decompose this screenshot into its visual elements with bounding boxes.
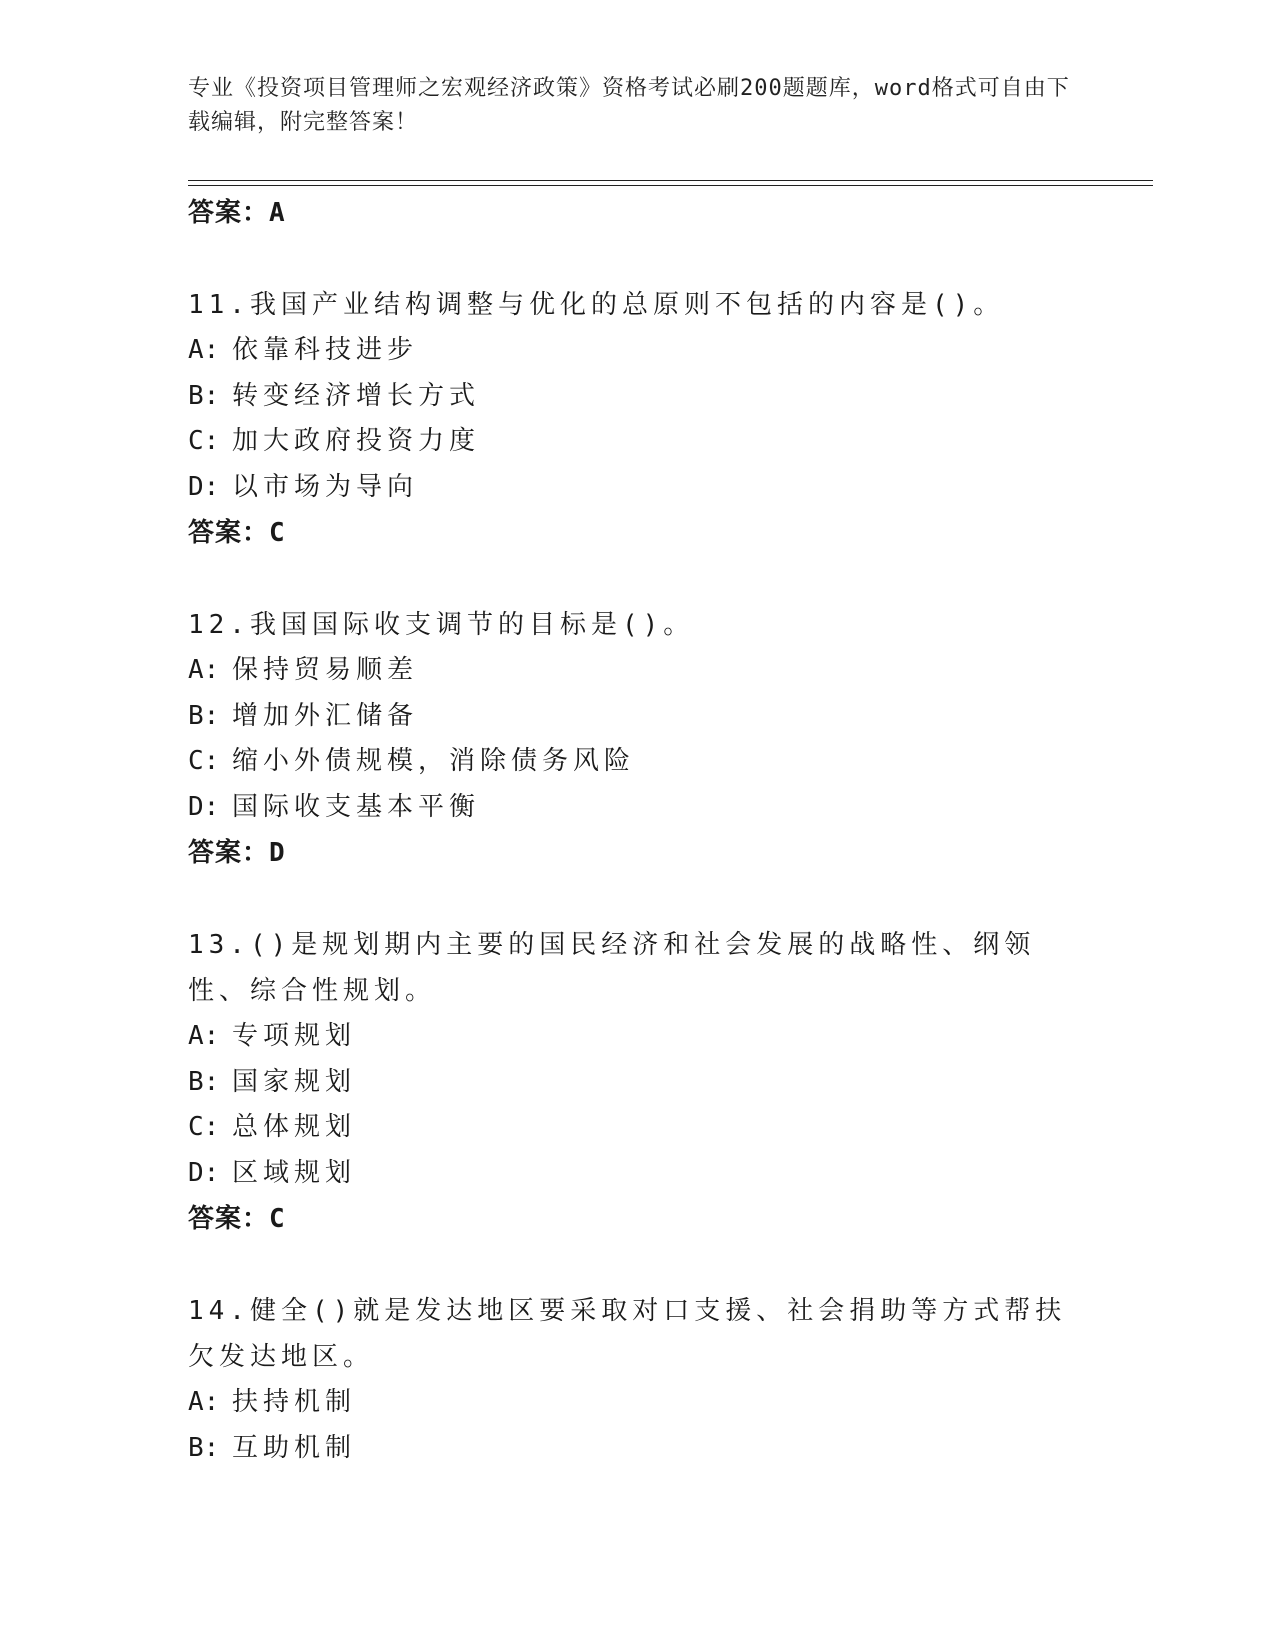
option-text: 专项规划 <box>232 1021 357 1051</box>
option-text: 国际收支基本平衡 <box>232 791 481 822</box>
option-key: D: <box>188 471 220 502</box>
question-block <box>188 602 1088 876</box>
question-stem: 12.我国国际收支调节的目标是()。 <box>188 610 695 640</box>
question-block <box>188 922 1088 1242</box>
option-key: A: <box>188 1021 220 1051</box>
question-stem: 13.()是规划期内主要的国民经济和社会发展的战略性、纲领性、综合性规划。 <box>188 930 1036 1006</box>
option-key: C: <box>188 1112 220 1142</box>
answer-line: 答案：C <box>188 1204 286 1234</box>
question-stem: 14.健全()就是发达地区要采取对口支援、社会捐助等方式帮扶欠发达地区。 <box>188 1296 1067 1372</box>
option-key: B: <box>188 1432 220 1463</box>
option-text: 总体规划 <box>232 1112 357 1142</box>
option-text: 转变经济增长方式 <box>232 380 481 411</box>
option-d <box>188 1151 1088 1197</box>
option-key: B: <box>188 700 220 731</box>
option-text: 互助机制 <box>232 1432 357 1463</box>
answer-line: 答案：A <box>188 198 286 228</box>
option-b <box>188 1060 1088 1106</box>
option-a <box>188 1380 1088 1426</box>
option-text: 以市场为导向 <box>232 471 419 502</box>
header-rule-top <box>188 180 1153 181</box>
option-key: C: <box>188 426 220 456</box>
option-key: B: <box>188 1066 220 1097</box>
option-text: 国家规划 <box>232 1066 357 1097</box>
option-key: A: <box>188 1387 220 1417</box>
option-key: C: <box>188 746 220 776</box>
answer-line: 答案：D <box>188 838 286 868</box>
option-text: 区域规划 <box>232 1157 357 1188</box>
option-key: B: <box>188 380 220 411</box>
option-d <box>188 785 1088 831</box>
option-b <box>188 1426 1088 1472</box>
option-text: 保持贸易顺差 <box>232 655 419 685</box>
header-rule-bottom <box>188 185 1153 186</box>
option-text: 扶持机制 <box>232 1387 357 1417</box>
option-text: 增加外汇储备 <box>232 700 419 731</box>
option-c <box>188 1105 1088 1151</box>
option-c <box>188 739 1088 785</box>
question-stem: 11.我国产业结构调整与优化的总原则不包括的内容是()。 <box>188 290 1005 320</box>
option-a <box>188 328 1088 374</box>
option-key: A: <box>188 335 220 365</box>
option-c <box>188 419 1088 465</box>
option-text: 加大政府投资力度 <box>232 426 481 456</box>
question-list <box>188 190 1088 1471</box>
option-text: 缩小外债规模，消除债务风险 <box>232 746 636 776</box>
option-b <box>188 694 1088 740</box>
option-key: D: <box>188 1157 220 1188</box>
option-a <box>188 648 1088 694</box>
option-key: A: <box>188 655 220 685</box>
answer-line: 答案：C <box>188 518 286 548</box>
question-block <box>188 1288 1088 1471</box>
option-text: 依靠科技进步 <box>232 335 419 365</box>
option-b <box>188 374 1088 420</box>
option-a <box>188 1014 1088 1060</box>
option-key: D: <box>188 791 220 822</box>
question-block <box>188 282 1088 556</box>
questions-container <box>188 282 1088 1471</box>
page-header: 专业《投资项目管理师之宏观经济政策》资格考试必刷200题题库，word格式可自由下载编辑，附完整答案！ <box>188 76 1070 135</box>
option-d <box>188 465 1088 511</box>
